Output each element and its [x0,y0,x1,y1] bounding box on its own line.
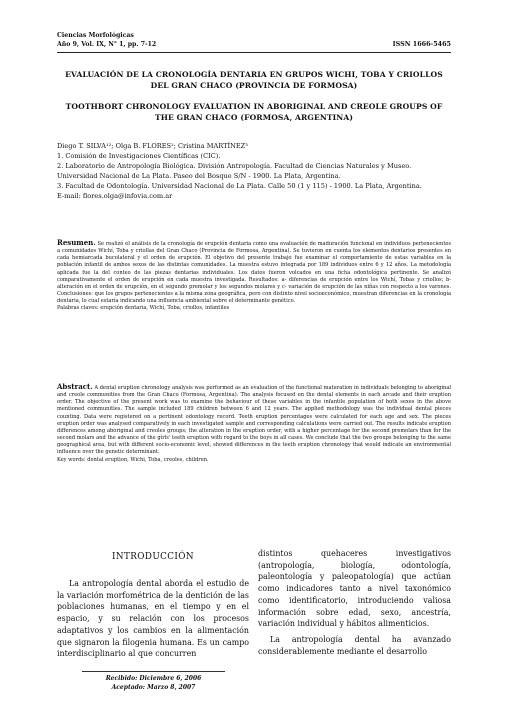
resumen-block [57,239,451,313]
submission-dates [82,671,225,692]
left-column [57,548,249,660]
affiliation-3: 3. Facultad de Odontología. Universidad Nacional de La Plata. Calle 50 (1 y 115) - 1900. La Plata, Argentina. [57,182,422,190]
intro-paragraph-1: La antropología dental aborda el estudio de la variación morfométrica de la dentición de las poblaciones humanas, en el tiempo y en el espacio, y su relación con los procesos adaptativos y los cambios en la alimentación que signaron la filogenia humana. Es un campo interdisciplinario al que concurren [57,579,249,659]
received-date: Recibido: Diciembre 6, 2006 [105,675,202,682]
author-names: Diego T. SILVA¹²; Olga B. FLORES²; Cristina MARTÍNEZ³ [57,142,248,150]
abstract-block [57,383,451,464]
authors-block [57,141,451,201]
intro-paragraph-1-continued: distintos quehaceres investigativos (antropología, biología, odontología, paleontología y paleopatología) que actúan como indicadores tanto a nivel taxonómico como identificatorio, introduciendo valiosa información sobre edad, sexo, ancestría, variación individual y hábitos alimenticios. [258,549,451,629]
issn: ISSN 1666-5465 [392,40,451,48]
email: E-mail: flores.olga@infovia.com.ar [57,192,173,200]
journal-name: Ciencias Morfológicas [57,32,134,39]
resumen-text: Se realizó el análisis de la cronología de erupción dentaria como una evaluación de maduración funcional en individuos pertenecientes a comunidades Wichí, Toba y criollas del Gran Chaco (Provincia de Formosa, Argentina). Se tuvieron en cuenta los elementos dentarios presentes en cada hemiarcada bucolateral y el orden de erupción. El objetivo del presente trabajo fue examinar el comportamiento de estas variables en la población infantil de ambos sexos de las distintas comunidades. La muestra estuvo integrada por 189 individuos entre 6 y 12 años. La metodología aplicada fue la del conteo de las piezas dentarias individuales. Los datos fueron volcados en una ficha odontológica pertinente. Se analizó comparativamente el orden de erupción en cada muestra investigada. Resultados: a- diferencias de erupción entre los Wichí, Tobas y criollos; b- alteración en el orden de erupción, en el segundo premolar y los segundos molares y c- variación de erupción de las niñas con respecto a los varones. Conclusiones: que los grupos pertenecientes a la misma zona geográfica, pero con distinto nivel socioeconómico, muestran diferencias en la cronología dentaria, lo cual estaría indicando una influencia ambiental sobre el determinante genético. [57,241,451,305]
abstract-heading: Abstract. [57,382,93,391]
intro-paragraph-2: La antropología dental ha avanzado considerablemente mediante el desarrollo [258,634,451,656]
section-heading-introduccion: INTRODUCCIÓN [112,552,194,562]
resumen-heading: Resumen. [57,238,96,247]
journal-issue: Año 9, Vol. IX, N° 1, pp. 7-12 [57,41,157,48]
affiliation-2: 2. Laboratorio de Antropología Biológica. División Antropología. Facultad de Ciencias Naturales y Museo. Universidad Nacional de La Plata. Paseo del Bosque S/N - 1900. La Plata, Argentina. [57,162,412,180]
title-spanish: EVALUACIÓN DE LA CRONOLOGÍA DENTARIA EN GRUPOS WICHI, TOBA Y CRIOLLOS DEL GRAN CHACO (PROVINCIA DE FORMOSA) [65,70,443,90]
journal-header [57,31,156,49]
affiliation-1: 1. Comisión de Investigaciones Científicas (CIC). [57,152,221,160]
accepted-date: Aceptado: Marzo 8, 2007 [111,683,196,691]
title-english: TOOTHBORT CHRONOLOGY EVALUATION IN ABORIGINAL AND CREOLE GROUPS OF THE GRAN CHACO (FORMOSA, ARGENTINA) [65,102,443,122]
abstract-text: A dental eruption chronology analysis was performed as an evaluation of the functional maturation in individuals belonging to aboriginal and creole communities from the Gran Chaco (Formosa, Argentina). The analysis focused on the dental elements in each arcade and their eruption order. The objective of the present work was to examine the behaviour of these variables in the infantile population of both sexes in the above mentioned communities. The sample included 189 children between 6 and 12 years. The applied methodology was the individual dental pieces counting. Data were registered on a pertinent odontology record. Teeth eruption percentages were calculated for each age and sex. The pieces eruption order was analysed comparatively in each investigated sample and corresponding calculations were carried out. The results indicate eruption differences among aboriginal and creoles groups; the alteration in the eruption order, with a higher percentage for the second premolars than for the second molars and the advance of the girls' teeth eruption with regard to the boys in all cases. We conclude that the two groups belonging to the same geographical area, but with different socio-economic level, showed differences in the teeth eruption chronology that would indicate an environmental influence over the genetic determinant. [57,385,452,456]
right-column [258,548,451,657]
abstract-keywords: Key words: dental eruption, Wichi, Toba, creoles, children. [57,456,209,463]
header-rule [57,52,451,53]
resumen-keywords: Palabras claves: erupción dentaria, Wichí, Toba, criollos, infantiles [57,305,230,312]
